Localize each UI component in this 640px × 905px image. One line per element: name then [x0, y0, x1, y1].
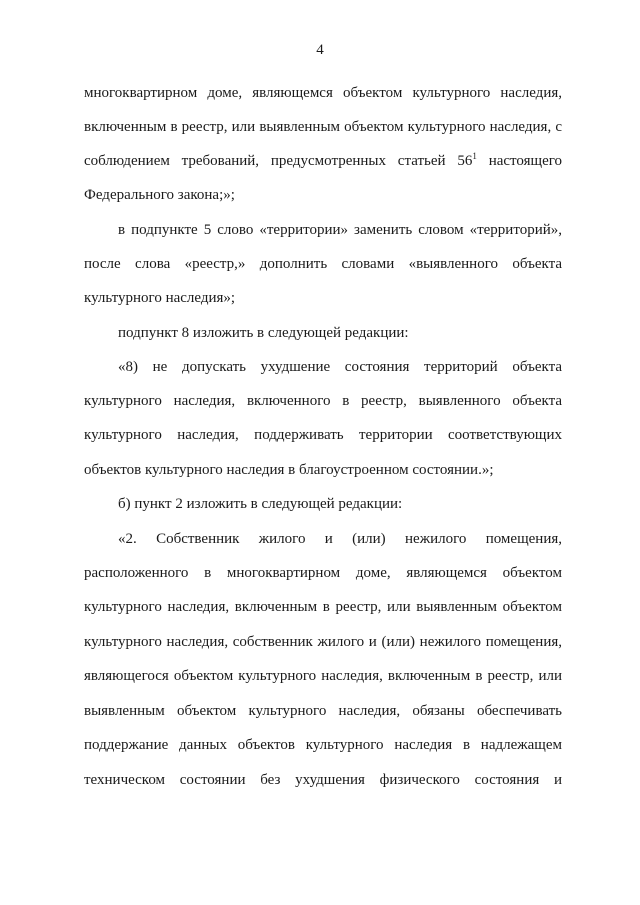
paragraph-first-line: «2. Собственник жилого и (или) нежилого помещения, [118, 531, 562, 547]
text-fragment: настоящего [488, 153, 563, 169]
paragraph-first-line: подпункт 8 изложить в следующей редакции: [118, 325, 409, 341]
text-line: являющегося объектом культурного наследия, включенным в реестр, или [84, 668, 562, 684]
text-fragment: соблюдением требований, предусмотренных статьей 56 [84, 153, 473, 169]
text-line: включенным в реестр, или выявленным объектом культурного наследия, с [84, 119, 562, 135]
paragraph-first-line: «8) не допускать ухудшение состояния территорий объекта [118, 359, 562, 375]
text-line: Федерального закона;»; [84, 187, 235, 203]
paragraph-first-line: в подпункте 5 слово «территории» заменить словом «территорий», [118, 222, 562, 238]
text-line: выявленным объектом культурного наследия, обязаны обеспечивать [84, 703, 562, 719]
text-line: культурного наследия, включенным в реестр, или выявленным объектом [84, 599, 562, 615]
text-line: многоквартирном доме, являющемся объектом культурного наследия, [84, 85, 562, 101]
text-line: культурного наследия, поддерживать территории соответствующих [84, 427, 562, 443]
text-line: поддержание данных объектов культурного наследия в надлежащем [84, 737, 562, 753]
paragraph-first-line: б) пункт 2 изложить в следующей редакции: [118, 496, 403, 512]
page-number: 4 [316, 42, 324, 58]
text-line: культурного наследия»; [84, 290, 236, 306]
text-line-with-footnote-ref [84, 149, 562, 173]
footnote-superscript: 1 [472, 151, 477, 161]
text-line: расположенного в многоквартирном доме, являющемся объектом [84, 565, 562, 581]
text-line: культурного наследия, включенного в реестр, выявленного объекта [84, 393, 562, 409]
text-line: объектов культурного наследия в благоустроенном состоянии.»; [84, 462, 494, 478]
text-line: техническом состоянии без ухудшения физического состояния и [84, 772, 562, 788]
text-line: после слова «реестр,» дополнить словами «выявленного объекта [84, 256, 562, 272]
text-line: культурного наследия, собственник жилого и (или) нежилого помещения, [84, 634, 562, 650]
